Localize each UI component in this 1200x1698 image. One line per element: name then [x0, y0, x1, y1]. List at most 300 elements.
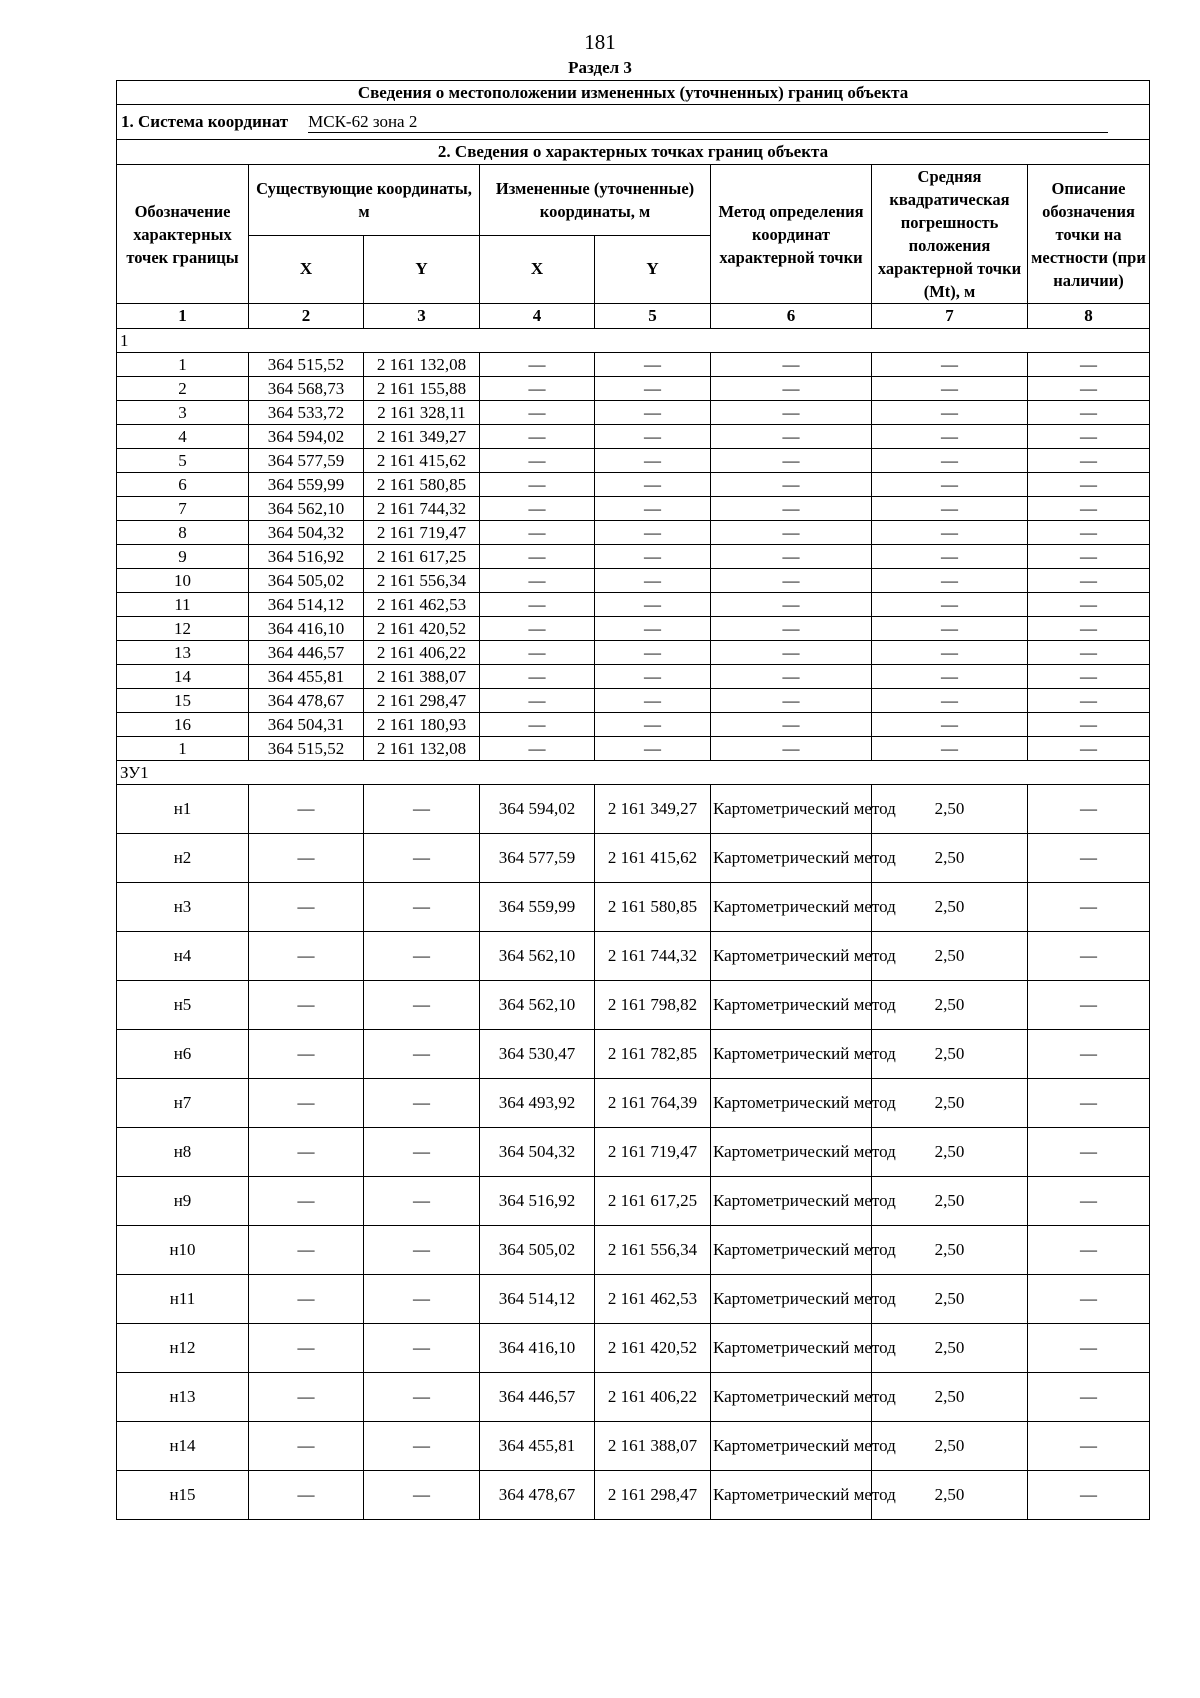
point-id-cell: 12 — [117, 617, 249, 641]
existing-x-cell: 364 455,81 — [249, 665, 364, 689]
description-cell: — — [1028, 521, 1150, 545]
mean-error-cell: — — [872, 641, 1028, 665]
column-number: 1 — [117, 304, 249, 329]
mean-error-cell: 2,50 — [872, 1128, 1028, 1177]
mean-error-cell: — — [872, 569, 1028, 593]
changed-x-cell: 364 493,92 — [480, 1079, 595, 1128]
changed-y-cell: — — [595, 665, 711, 689]
point-id-cell: 11 — [117, 593, 249, 617]
changed-x-cell: 364 446,57 — [480, 1373, 595, 1422]
description-cell: — — [1028, 617, 1150, 641]
table-row — [117, 834, 1150, 883]
existing-y-cell: — — [364, 1275, 480, 1324]
changed-x-cell: 364 455,81 — [480, 1422, 595, 1471]
changed-x-cell: — — [480, 497, 595, 521]
point-id-cell: н4 — [117, 932, 249, 981]
changed-y-cell: 2 161 798,82 — [595, 981, 711, 1030]
existing-x-cell: 364 514,12 — [249, 593, 364, 617]
method-cell: — — [711, 737, 872, 761]
changed-x-cell: 364 505,02 — [480, 1226, 595, 1275]
changed-y-cell: — — [595, 713, 711, 737]
description-cell: — — [1028, 1324, 1150, 1373]
method-cell: — — [711, 449, 872, 473]
existing-y-cell: 2 161 406,22 — [364, 641, 480, 665]
method-cell: Картометрический метод — [711, 1373, 872, 1422]
changed-y-cell: 2 161 420,52 — [595, 1324, 711, 1373]
changed-x-cell: 364 594,02 — [480, 785, 595, 834]
point-id-cell: 3 — [117, 401, 249, 425]
changed-x-cell: 364 416,10 — [480, 1324, 595, 1373]
method-cell: Картометрический метод — [711, 981, 872, 1030]
changed-y-cell: 2 161 462,53 — [595, 1275, 711, 1324]
changed-x-cell: 364 478,67 — [480, 1471, 595, 1520]
table-row — [117, 1471, 1150, 1520]
method-cell: Картометрический метод — [711, 1275, 872, 1324]
column-number: 8 — [1028, 304, 1150, 329]
method-cell: Картометрический метод — [711, 1177, 872, 1226]
changed-x-cell: 364 504,32 — [480, 1128, 595, 1177]
table-row — [117, 545, 1150, 569]
existing-x-cell: 364 533,72 — [249, 401, 364, 425]
method-cell: — — [711, 401, 872, 425]
description-cell: — — [1028, 785, 1150, 834]
changed-y-cell: — — [595, 617, 711, 641]
description-cell: — — [1028, 425, 1150, 449]
method-cell: Картометрический метод — [711, 1128, 872, 1177]
changed-y-cell: 2 161 406,22 — [595, 1373, 711, 1422]
existing-y-cell: 2 161 719,47 — [364, 521, 480, 545]
existing-y-cell: — — [364, 785, 480, 834]
changed-x-cell: — — [480, 353, 595, 377]
description-cell: — — [1028, 377, 1150, 401]
description-cell: — — [1028, 545, 1150, 569]
changed-y-cell: — — [595, 641, 711, 665]
coordinate-system-value: МСК-62 зона 2 — [308, 112, 1108, 133]
mean-error-cell: — — [872, 593, 1028, 617]
existing-y-cell: — — [364, 1226, 480, 1275]
existing-x-cell: 364 504,32 — [249, 521, 364, 545]
existing-x-cell: 364 505,02 — [249, 569, 364, 593]
method-cell: Картометрический метод — [711, 1471, 872, 1520]
changed-y-cell: — — [595, 497, 711, 521]
changed-y-cell: 2 161 764,39 — [595, 1079, 711, 1128]
column-number: 5 — [595, 304, 711, 329]
existing-y-cell: 2 161 415,62 — [364, 449, 480, 473]
existing-y-cell: 2 161 328,11 — [364, 401, 480, 425]
group-label: ЗУ1 — [117, 761, 1150, 785]
mean-error-cell: — — [872, 449, 1028, 473]
description-cell: — — [1028, 1373, 1150, 1422]
table-row — [117, 1324, 1150, 1373]
existing-x-cell: — — [249, 1226, 364, 1275]
mean-error-cell: — — [872, 689, 1028, 713]
existing-x-cell: — — [249, 1422, 364, 1471]
mean-error-cell: 2,50 — [872, 1030, 1028, 1079]
changed-y-cell: — — [595, 425, 711, 449]
method-cell: Картометрический метод — [711, 1079, 872, 1128]
point-id-cell: н5 — [117, 981, 249, 1030]
changed-x-cell: — — [480, 617, 595, 641]
table-row — [117, 737, 1150, 761]
method-cell: — — [711, 353, 872, 377]
column-number: 3 — [364, 304, 480, 329]
table-row — [117, 1079, 1150, 1128]
changed-x-cell: — — [480, 473, 595, 497]
existing-y-cell: — — [364, 1079, 480, 1128]
point-id-cell: н3 — [117, 883, 249, 932]
changed-y-cell: — — [595, 569, 711, 593]
changed-y-cell: 2 161 388,07 — [595, 1422, 711, 1471]
table-row — [117, 1275, 1150, 1324]
existing-x-cell: — — [249, 981, 364, 1030]
method-cell: — — [711, 521, 872, 545]
changed-y-cell: — — [595, 689, 711, 713]
table-row — [117, 1373, 1150, 1422]
changed-x-cell: 364 577,59 — [480, 834, 595, 883]
table-row — [117, 449, 1150, 473]
description-cell: — — [1028, 641, 1150, 665]
description-cell: — — [1028, 1030, 1150, 1079]
changed-y-cell: — — [595, 377, 711, 401]
changed-x-cell: — — [480, 689, 595, 713]
table-row — [117, 1030, 1150, 1079]
method-cell: — — [711, 641, 872, 665]
table-row — [117, 713, 1150, 737]
changed-x-cell: — — [480, 569, 595, 593]
table-row — [117, 617, 1150, 641]
changed-y-cell: — — [595, 449, 711, 473]
method-cell: — — [711, 593, 872, 617]
existing-y-cell: 2 161 180,93 — [364, 713, 480, 737]
changed-y-cell: — — [595, 473, 711, 497]
changed-x-cell: — — [480, 449, 595, 473]
description-cell: — — [1028, 713, 1150, 737]
table-row — [117, 521, 1150, 545]
method-cell: Картометрический метод — [711, 785, 872, 834]
changed-x-cell: 364 530,47 — [480, 1030, 595, 1079]
changed-x-cell: — — [480, 593, 595, 617]
existing-x-cell: 364 515,52 — [249, 737, 364, 761]
description-cell: — — [1028, 473, 1150, 497]
point-id-cell: н15 — [117, 1471, 249, 1520]
mean-error-cell: — — [872, 545, 1028, 569]
coordinate-system-row — [117, 105, 1150, 140]
point-id-cell: н13 — [117, 1373, 249, 1422]
group-label: 1 — [117, 329, 1150, 353]
changed-x-cell: — — [480, 737, 595, 761]
column-numbers-row — [117, 304, 1150, 329]
existing-y-cell: 2 161 744,32 — [364, 497, 480, 521]
existing-y-cell: — — [364, 981, 480, 1030]
point-id-cell: 2 — [117, 377, 249, 401]
existing-x-cell: 364 446,57 — [249, 641, 364, 665]
description-cell: — — [1028, 932, 1150, 981]
point-id-cell: 7 — [117, 497, 249, 521]
existing-y-cell: 2 161 349,27 — [364, 425, 480, 449]
point-id-cell: н11 — [117, 1275, 249, 1324]
changed-x-cell: — — [480, 545, 595, 569]
changed-y-cell: 2 161 617,25 — [595, 1177, 711, 1226]
boundary-points-table — [116, 80, 1150, 1520]
changed-y-cell: 2 161 415,62 — [595, 834, 711, 883]
table-row — [117, 932, 1150, 981]
method-cell: — — [711, 713, 872, 737]
group-row — [117, 329, 1150, 353]
changed-y-cell: — — [595, 401, 711, 425]
mean-error-cell: 2,50 — [872, 883, 1028, 932]
point-id-cell: 6 — [117, 473, 249, 497]
table-title: Сведения о местоположении измененных (уточненных) границ объекта — [117, 81, 1150, 105]
mean-error-cell: 2,50 — [872, 834, 1028, 883]
mean-error-cell: — — [872, 353, 1028, 377]
mean-error-cell: 2,50 — [872, 1373, 1028, 1422]
method-cell: — — [711, 665, 872, 689]
method-cell: Картометрический метод — [711, 932, 872, 981]
mean-error-cell: — — [872, 617, 1028, 641]
existing-x-cell: — — [249, 883, 364, 932]
mean-error-cell: 2,50 — [872, 1275, 1028, 1324]
mean-error-cell: — — [872, 497, 1028, 521]
points-title: 2. Сведения о характерных точках границ объекта — [117, 140, 1150, 165]
changed-y-cell: 2 161 782,85 — [595, 1030, 711, 1079]
existing-y-cell: — — [364, 1422, 480, 1471]
method-cell: — — [711, 497, 872, 521]
method-cell: — — [711, 377, 872, 401]
table-row — [117, 401, 1150, 425]
header-existing-coords: Существующие координаты, м — [249, 165, 480, 236]
changed-y-cell: — — [595, 737, 711, 761]
existing-x-cell: — — [249, 1373, 364, 1422]
column-number: 6 — [711, 304, 872, 329]
method-cell: — — [711, 425, 872, 449]
table-row — [117, 1226, 1150, 1275]
description-cell: — — [1028, 593, 1150, 617]
changed-x-cell: — — [480, 401, 595, 425]
mean-error-cell: 2,50 — [872, 1324, 1028, 1373]
table-row — [117, 353, 1150, 377]
existing-x-cell: — — [249, 1471, 364, 1520]
method-cell: — — [711, 689, 872, 713]
description-cell: — — [1028, 1079, 1150, 1128]
method-cell: — — [711, 473, 872, 497]
existing-y-cell: — — [364, 1471, 480, 1520]
mean-error-cell: — — [872, 713, 1028, 737]
point-id-cell: 1 — [117, 737, 249, 761]
existing-y-cell: — — [364, 1373, 480, 1422]
method-cell: Картометрический метод — [711, 1422, 872, 1471]
changed-y-cell: — — [595, 521, 711, 545]
existing-y-cell: 2 161 580,85 — [364, 473, 480, 497]
changed-x-cell: 364 562,10 — [480, 932, 595, 981]
mean-error-cell: — — [872, 521, 1028, 545]
header-designation: Обозначение характерных точек границы — [117, 165, 249, 304]
header-description: Описание обозначения точки на местности (при наличии) — [1028, 165, 1150, 304]
point-id-cell: н9 — [117, 1177, 249, 1226]
method-cell: Картометрический метод — [711, 1324, 872, 1373]
existing-x-cell: 364 515,52 — [249, 353, 364, 377]
changed-y-cell: — — [595, 593, 711, 617]
method-cell: — — [711, 569, 872, 593]
table-body — [117, 81, 1150, 1520]
existing-y-cell: 2 161 298,47 — [364, 689, 480, 713]
column-number: 2 — [249, 304, 364, 329]
changed-y-cell: — — [595, 545, 711, 569]
existing-y-cell: 2 161 388,07 — [364, 665, 480, 689]
existing-x-cell: — — [249, 1177, 364, 1226]
table-row — [117, 641, 1150, 665]
existing-y-cell: — — [364, 883, 480, 932]
coordinate-system-label: 1. Система координат — [121, 111, 289, 131]
description-cell: — — [1028, 737, 1150, 761]
changed-x-cell: 364 562,10 — [480, 981, 595, 1030]
table-row — [117, 377, 1150, 401]
existing-x-cell: — — [249, 1128, 364, 1177]
existing-x-cell: 364 559,99 — [249, 473, 364, 497]
existing-y-cell: — — [364, 1324, 480, 1373]
method-cell: Картометрический метод — [711, 834, 872, 883]
existing-y-cell: — — [364, 834, 480, 883]
existing-x-cell: — — [249, 1324, 364, 1373]
changed-y-cell: 2 161 556,34 — [595, 1226, 711, 1275]
changed-x-cell: — — [480, 425, 595, 449]
method-cell: Картометрический метод — [711, 1030, 872, 1079]
table-row — [117, 1128, 1150, 1177]
existing-x-cell: — — [249, 834, 364, 883]
existing-x-cell: 364 416,10 — [249, 617, 364, 641]
header-changed-y: Y — [595, 235, 711, 304]
existing-x-cell: 364 478,67 — [249, 689, 364, 713]
point-id-cell: н6 — [117, 1030, 249, 1079]
header-error: Средняя квадратическая погрешность положения характерной точки (Mt), м — [872, 165, 1028, 304]
changed-x-cell: 364 559,99 — [480, 883, 595, 932]
existing-y-cell: 2 161 155,88 — [364, 377, 480, 401]
point-id-cell: 8 — [117, 521, 249, 545]
table-row — [117, 569, 1150, 593]
header-existing-x: X — [249, 235, 364, 304]
description-cell: — — [1028, 1471, 1150, 1520]
changed-y-cell: 2 161 719,47 — [595, 1128, 711, 1177]
method-cell: Картометрический метод — [711, 1226, 872, 1275]
existing-y-cell: 2 161 132,08 — [364, 737, 480, 761]
table-row — [117, 425, 1150, 449]
existing-y-cell: — — [364, 1030, 480, 1079]
mean-error-cell: 2,50 — [872, 1471, 1028, 1520]
mean-error-cell: 2,50 — [872, 932, 1028, 981]
table-row — [117, 1422, 1150, 1471]
column-number: 7 — [872, 304, 1028, 329]
changed-x-cell: — — [480, 521, 595, 545]
description-cell: — — [1028, 689, 1150, 713]
table-row — [117, 981, 1150, 1030]
mean-error-cell: — — [872, 401, 1028, 425]
existing-x-cell: — — [249, 1079, 364, 1128]
mean-error-cell: — — [872, 425, 1028, 449]
mean-error-cell: 2,50 — [872, 1226, 1028, 1275]
point-id-cell: н12 — [117, 1324, 249, 1373]
existing-x-cell: — — [249, 932, 364, 981]
changed-y-cell: 2 161 349,27 — [595, 785, 711, 834]
description-cell: — — [1028, 353, 1150, 377]
point-id-cell: 9 — [117, 545, 249, 569]
description-cell: — — [1028, 497, 1150, 521]
existing-y-cell: 2 161 462,53 — [364, 593, 480, 617]
mean-error-cell: 2,50 — [872, 1177, 1028, 1226]
changed-x-cell: — — [480, 665, 595, 689]
mean-error-cell: 2,50 — [872, 785, 1028, 834]
point-id-cell: 4 — [117, 425, 249, 449]
header-changed-coords: Измененные (уточненные) координаты, м — [480, 165, 711, 236]
existing-x-cell: — — [249, 785, 364, 834]
mean-error-cell: — — [872, 473, 1028, 497]
section-label: Раздел 3 — [568, 58, 632, 77]
existing-y-cell: 2 161 420,52 — [364, 617, 480, 641]
header-existing-y: Y — [364, 235, 480, 304]
point-id-cell: 13 — [117, 641, 249, 665]
mean-error-cell: 2,50 — [872, 1079, 1028, 1128]
description-cell: — — [1028, 1422, 1150, 1471]
point-id-cell: 5 — [117, 449, 249, 473]
existing-x-cell: — — [249, 1275, 364, 1324]
existing-x-cell: 364 504,31 — [249, 713, 364, 737]
header-changed-x: X — [480, 235, 595, 304]
existing-x-cell: 364 516,92 — [249, 545, 364, 569]
description-cell: — — [1028, 569, 1150, 593]
point-id-cell: 14 — [117, 665, 249, 689]
existing-y-cell: — — [364, 1128, 480, 1177]
existing-y-cell: — — [364, 932, 480, 981]
method-cell: — — [711, 617, 872, 641]
table-row — [117, 689, 1150, 713]
description-cell: — — [1028, 981, 1150, 1030]
existing-x-cell: 364 594,02 — [249, 425, 364, 449]
description-cell: — — [1028, 1128, 1150, 1177]
header-method: Метод определения координат характерной точки — [711, 165, 872, 304]
table-row — [117, 593, 1150, 617]
existing-y-cell: 2 161 556,34 — [364, 569, 480, 593]
existing-x-cell: 364 568,73 — [249, 377, 364, 401]
description-cell: — — [1028, 883, 1150, 932]
existing-y-cell: 2 161 132,08 — [364, 353, 480, 377]
existing-y-cell: — — [364, 1177, 480, 1226]
point-id-cell: н14 — [117, 1422, 249, 1471]
changed-x-cell: — — [480, 713, 595, 737]
method-cell: Картометрический метод — [711, 883, 872, 932]
existing-x-cell: 364 562,10 — [249, 497, 364, 521]
mean-error-cell: 2,50 — [872, 981, 1028, 1030]
description-cell: — — [1028, 449, 1150, 473]
point-id-cell: н1 — [117, 785, 249, 834]
table-row — [117, 665, 1150, 689]
changed-x-cell: 364 516,92 — [480, 1177, 595, 1226]
table-row — [117, 497, 1150, 521]
mean-error-cell: — — [872, 665, 1028, 689]
existing-x-cell: 364 577,59 — [249, 449, 364, 473]
mean-error-cell: — — [872, 737, 1028, 761]
group-row — [117, 761, 1150, 785]
point-id-cell: н8 — [117, 1128, 249, 1177]
mean-error-cell: — — [872, 377, 1028, 401]
existing-y-cell: 2 161 617,25 — [364, 545, 480, 569]
changed-y-cell: — — [595, 353, 711, 377]
table-row — [117, 785, 1150, 834]
existing-x-cell: — — [249, 1030, 364, 1079]
table-row — [117, 883, 1150, 932]
page-number: 181 — [584, 30, 616, 54]
mean-error-cell: 2,50 — [872, 1422, 1028, 1471]
point-id-cell: н7 — [117, 1079, 249, 1128]
changed-x-cell: — — [480, 377, 595, 401]
description-cell: — — [1028, 1177, 1150, 1226]
